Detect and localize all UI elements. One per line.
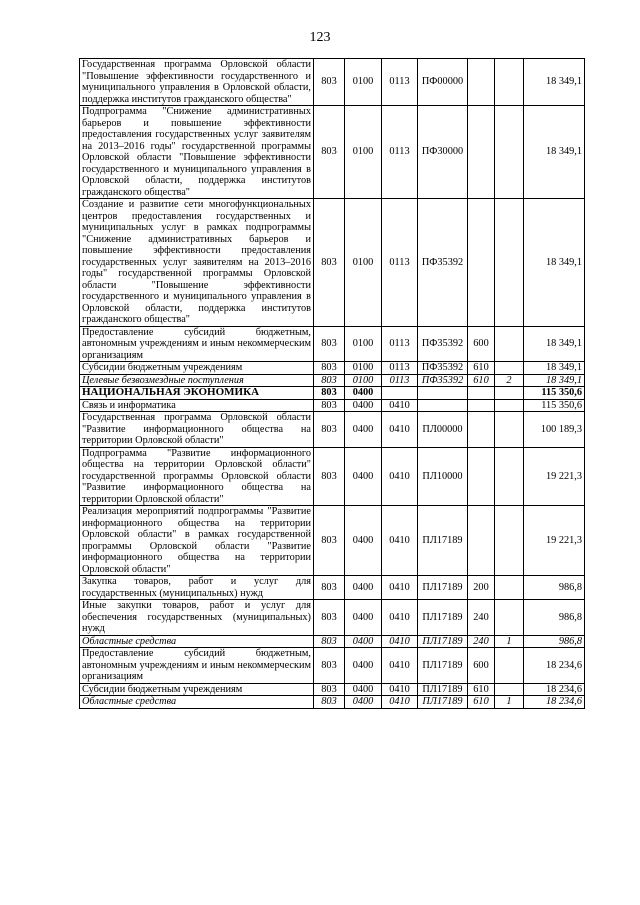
amount: 18 349,1 [524,106,585,199]
subsection-code: 0113 [382,106,418,199]
section-code: 0400 [345,506,382,576]
row-name: Областные средства [80,635,314,648]
expense-type-code: 610 [468,696,495,709]
funding-source-code [495,576,524,600]
amount: 115 350,6 [524,387,585,400]
table-row [80,387,585,400]
grbs-code: 803 [314,362,345,375]
table-row [80,412,585,448]
amount: 18 349,1 [524,374,585,387]
subsection-code: 0113 [382,59,418,106]
subsection-code: 0410 [382,696,418,709]
section-code: 0400 [345,387,382,400]
amount: 18 349,1 [524,59,585,106]
target-article-code: ПФ35392 [418,326,468,362]
subsection-code: 0410 [382,506,418,576]
section-code: 0100 [345,59,382,106]
row-name: Субсидии бюджетным учреждениям [80,683,314,696]
funding-source-code: 1 [495,696,524,709]
grbs-code: 803 [314,412,345,448]
subsection-code: 0410 [382,412,418,448]
table-row [80,106,585,199]
expense-type-code: 240 [468,635,495,648]
row-name: Государственная программа Орловской области "Развитие информационного общества на территории Орловской области" [80,412,314,448]
section-code: 0400 [345,447,382,506]
section-code: 0400 [345,600,382,636]
target-article-code: ПЛ17189 [418,506,468,576]
funding-source-code [495,326,524,362]
row-name: Иные закупки товаров, работ и услуг для обеспечения государственных (муниципальных) нужд [80,600,314,636]
grbs-code: 803 [314,506,345,576]
target-article-code: ПФ35392 [418,199,468,327]
expense-type-code [468,506,495,576]
table-row [80,506,585,576]
target-article-code: ПФ35392 [418,374,468,387]
section-code: 0400 [345,696,382,709]
row-name: Подпрограмма "Развитие информационного общества на территории Орловской области" государственной программы Орловской области "Развитие информационного общества на территории Орловской области" [80,447,314,506]
funding-source-code [495,399,524,412]
section-code: 0400 [345,412,382,448]
expense-type-code [468,387,495,400]
section-code: 0400 [345,635,382,648]
grbs-code: 803 [314,600,345,636]
amount: 18 234,6 [524,648,585,684]
amount: 18 234,6 [524,683,585,696]
funding-source-code: 2 [495,374,524,387]
row-name: Подпрограмма "Снижение административных барьеров и повышение эффективности предоставления государственных услуг заявителям на 2013–2016 годы" государственной программы Орловской области "Повышение эффективности государственного и муниципального управления в Орловской области, поддержка институтов гражданского общества" [80,106,314,199]
funding-source-code [495,600,524,636]
subsection-code: 0410 [382,683,418,696]
subsection-code [382,387,418,400]
funding-source-code [495,683,524,696]
funding-source-code [495,199,524,327]
target-article-code: ПФ30000 [418,106,468,199]
grbs-code: 803 [314,635,345,648]
target-article-code: ПФ00000 [418,59,468,106]
amount: 19 221,3 [524,447,585,506]
funding-source-code [495,59,524,106]
budget-table [79,58,585,709]
funding-source-code [495,648,524,684]
table-row [80,600,585,636]
row-name: Областные средства [80,696,314,709]
target-article-code: ПФ35392 [418,362,468,375]
table-row [80,635,585,648]
row-name: Субсидии бюджетным учреждениям [80,362,314,375]
section-code: 0100 [345,374,382,387]
target-article-code: ПЛ17189 [418,696,468,709]
grbs-code: 803 [314,387,345,400]
grbs-code: 803 [314,447,345,506]
subsection-code: 0113 [382,374,418,387]
subsection-code: 0113 [382,199,418,327]
amount: 18 349,1 [524,199,585,327]
section-code: 0400 [345,683,382,696]
amount: 115 350,6 [524,399,585,412]
section-code: 0100 [345,106,382,199]
subsection-code: 0113 [382,362,418,375]
subsection-code: 0410 [382,635,418,648]
table-row [80,362,585,375]
amount: 19 221,3 [524,506,585,576]
row-name: Предоставление субсидий бюджетным, автономным учреждениям и иным некоммерческим организациям [80,648,314,684]
funding-source-code [495,447,524,506]
table-row [80,683,585,696]
expense-type-code [468,199,495,327]
expense-type-code: 600 [468,648,495,684]
row-name: Создание и развитие сети многофункциональных центров предоставления государственных и муниципальных услуг в рамках подпрограммы "Снижение административных барьеров и повышение эффективности предоставления государственных услуг заявителям на 2013–2016 годы" государственной программы Орловской области "Повышение эффективности государственного и муниципального управления в Орловской области, поддержка институтов гражданского общества" [80,199,314,327]
grbs-code: 803 [314,683,345,696]
table-row [80,374,585,387]
amount: 100 189,3 [524,412,585,448]
amount: 986,8 [524,635,585,648]
subsection-code: 0410 [382,447,418,506]
grbs-code: 803 [314,648,345,684]
grbs-code: 803 [314,106,345,199]
expense-type-code [468,399,495,412]
table-row [80,648,585,684]
section-code: 0100 [345,326,382,362]
expense-type-code: 610 [468,374,495,387]
grbs-code: 803 [314,326,345,362]
target-article-code: ПЛ17189 [418,576,468,600]
table-body [80,59,585,709]
target-article-code: ПЛ10000 [418,447,468,506]
expense-type-code: 200 [468,576,495,600]
expense-type-code: 610 [468,683,495,696]
expense-type-code [468,59,495,106]
table-row [80,696,585,709]
table-row [80,326,585,362]
target-article-code: ПЛ00000 [418,412,468,448]
funding-source-code [495,387,524,400]
grbs-code: 803 [314,399,345,412]
funding-source-code [495,506,524,576]
expense-type-code: 600 [468,326,495,362]
table-row [80,59,585,106]
subsection-code: 0113 [382,326,418,362]
expense-type-code [468,412,495,448]
target-article-code: ПЛ17189 [418,600,468,636]
table-row [80,199,585,327]
amount: 18 234,6 [524,696,585,709]
row-name: Связь и информатика [80,399,314,412]
amount: 986,8 [524,600,585,636]
expense-type-code [468,447,495,506]
section-code: 0400 [345,648,382,684]
page-number: 123 [309,30,331,45]
row-name: Реализация мероприятий подпрограммы "Развитие информационного общества на территории Орловской области" в рамках государственной программы Орловской области "Развитие информационного общества на территории Орловской области" [80,506,314,576]
section-code: 0400 [345,399,382,412]
table-row [80,399,585,412]
target-article-code [418,399,468,412]
funding-source-code [495,412,524,448]
expense-type-code: 610 [468,362,495,375]
amount: 18 349,1 [524,362,585,375]
row-name: Государственная программа Орловской области "Повышение эффективности государственного и муниципального управления в Орловской области, поддержка институтов гражданского общества" [80,59,314,106]
funding-source-code [495,362,524,375]
funding-source-code [495,106,524,199]
section-code: 0100 [345,199,382,327]
row-name: Закупка товаров, работ и услуг для государственных (муниципальных) нужд [80,576,314,600]
amount: 986,8 [524,576,585,600]
section-code: 0400 [345,576,382,600]
amount: 18 349,1 [524,326,585,362]
table-row [80,576,585,600]
grbs-code: 803 [314,199,345,327]
subsection-code: 0410 [382,399,418,412]
expense-type-code [468,106,495,199]
section-code: 0100 [345,362,382,375]
row-name: НАЦИОНАЛЬНАЯ ЭКОНОМИКА [80,387,314,400]
table-row [80,447,585,506]
grbs-code: 803 [314,696,345,709]
funding-source-code: 1 [495,635,524,648]
target-article-code: ПЛ17189 [418,683,468,696]
row-name: Предоставление субсидий бюджетным, автономным учреждениям и иным некоммерческим организациям [80,326,314,362]
target-article-code: ПЛ17189 [418,635,468,648]
grbs-code: 803 [314,59,345,106]
row-name: Целевые безвозмездные поступления [80,374,314,387]
subsection-code: 0410 [382,648,418,684]
expense-type-code: 240 [468,600,495,636]
subsection-code: 0410 [382,600,418,636]
grbs-code: 803 [314,374,345,387]
subsection-code: 0410 [382,576,418,600]
target-article-code: ПЛ17189 [418,648,468,684]
grbs-code: 803 [314,576,345,600]
target-article-code [418,387,468,400]
